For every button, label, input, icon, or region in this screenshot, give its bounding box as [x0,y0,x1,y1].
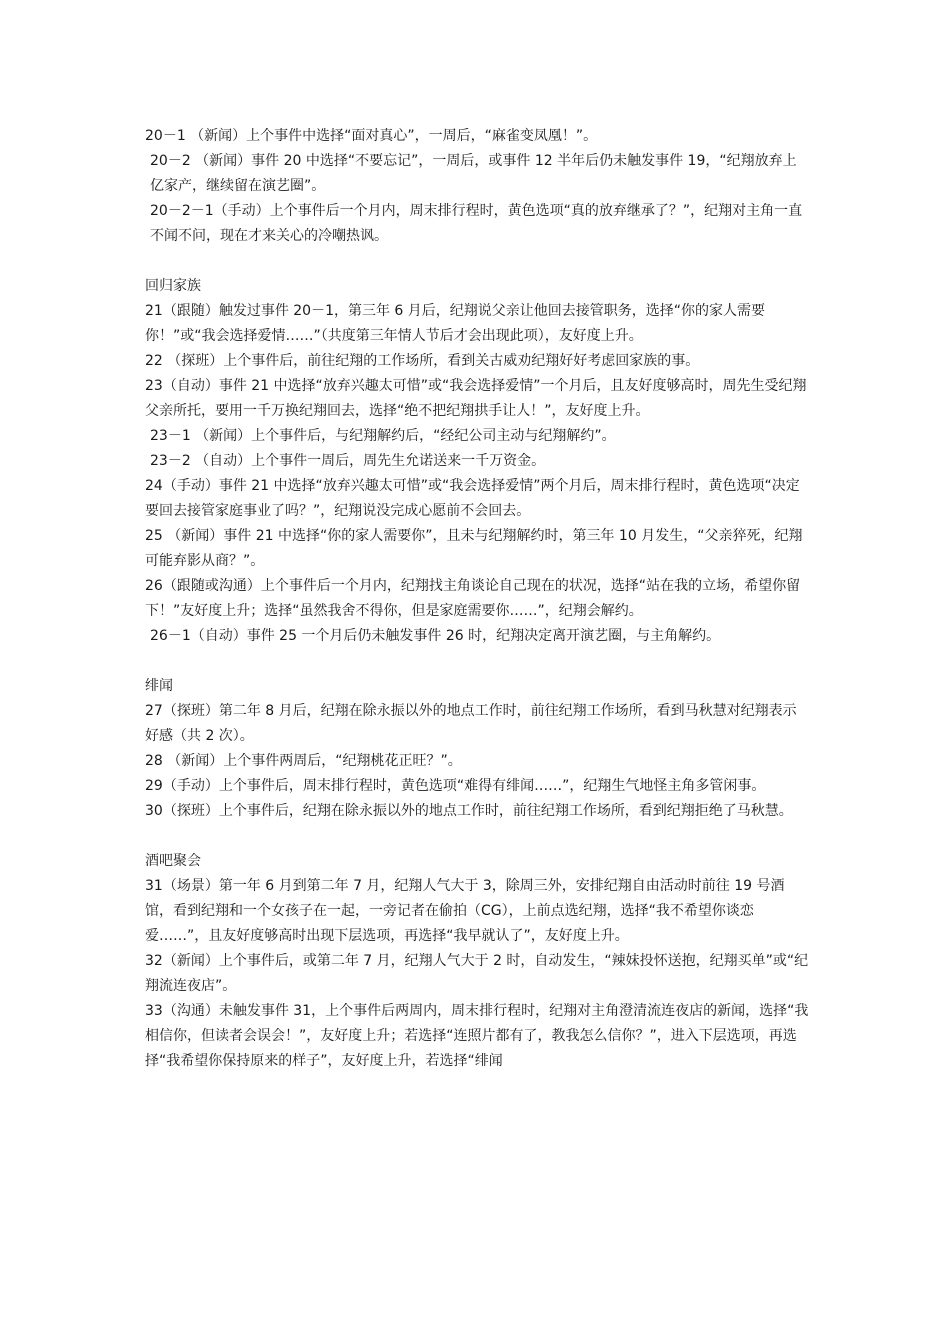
paragraph-24: 24（手动）事件 21 中选择“放弃兴趣太可惜”或“我会选择爱情”两个月后，周末排行程时，黄色选项“决定要回去接管家庭事业了吗？”，纪翔说没完成心愿前不会回去。 [145,478,800,519]
paragraph-27: 27（探班）第二年 8 月后，纪翔在除永振以外的地点工作时，前往纪翔工作场所，看到马秋慧对纪翔表示好感（共 2 次）。 [145,703,797,744]
blank-line [145,649,810,674]
section-return-family [145,274,810,649]
paragraph-20-1: 20－1 （新闻）上个事件中选择“面对真心”，一周后，“麻雀变凤凰！”。 [145,128,598,144]
section-title-return-family: 回归家族 [145,278,201,294]
paragraph-33: 33（沟通）未触发事件 31，上个事件后两周内，周末排行程时，纪翔对主角澄清流连夜店的新闻，选择“我相信你，但读者会误会！”，友好度上升；若选择“连照片都有了，教我怎么信你？”，进入下层选项，再选择“我希望你保持原来的样子”，友好度上升，若选择“绯闻 [145,1003,809,1069]
paragraph-20-2: 20－2 （新闻）事件 20 中选择“不要忘记”，一周后，或事件 12 半年后仍未触发事件 19，“纪翔放弃上亿家产，继续留在演艺圈”。 [150,153,797,194]
section-bar-party [145,849,810,1074]
block-20 [145,124,810,249]
paragraph-21: 21（跟随）触发过事件 20－1，第三年 6 月后，纪翔说父亲让他回去接管职务，选择“你的家人需要你！”或“我会选择爱情……”（共度第三年情人节后才会出现此项），友好度上升。 [145,303,766,344]
paragraph-23: 23（自动）事件 21 中选择“放弃兴趣太可惜”或“我会选择爱情”一个月后，且友好度够高时，周先生受纪翔父亲所托，要用一千万换纪翔回去，选择“绝不把纪翔拱手让人！”，友好度上升。 [145,378,807,419]
blank-line [145,249,810,274]
section-title-rumor: 绯闻 [145,678,173,694]
paragraph-23-1: 23－1 （新闻）上个事件后，与纪翔解约后，“经纪公司主动与纪翔解约”。 [150,428,616,444]
section-title-bar-party: 酒吧聚会 [145,853,201,869]
paragraph-26-1: 26－1（自动）事件 25 一个月后仍未触发事件 26 时，纪翔决定离开演艺圈，与主角解约。 [150,628,721,644]
paragraph-26: 26（跟随或沟通）上个事件后一个月内，纪翔找主角谈论自己现在的状况，选择“站在我的立场，希望你留下！”友好度上升；选择“虽然我舍不得你，但是家庭需要你……”，纪翔会解约。 [145,578,801,619]
document-page [145,124,810,1074]
blank-line [145,824,810,849]
paragraph-22: 22 （探班）上个事件后，前往纪翔的工作场所，看到关古威劝纪翔好好考虑回家族的事。 [145,353,700,369]
paragraph-31: 31（场景）第一年 6 月到第二年 7 月，纪翔人气大于 3，除周三外，安排纪翔自由活动时前往 19 号酒馆，看到纪翔和一个女孩子在一起，一旁记者在偷拍（CG），上前点选纪翔，选择“我不希望你谈恋爱……”，且友好度够高时出现下层选项，再选择“我早就认了”，友好度上升。 [145,878,785,944]
paragraph-29: 29（手动）上个事件后，周末排行程时，黄色选项“难得有绯闻……”，纪翔生气地怪主角多管闲事。 [145,778,766,794]
paragraph-25: 25 （新闻）事件 21 中选择“你的家人需要你”，且未与纪翔解约时，第三年 10 月发生，“父亲猝死，纪翔可能弃影从商？”。 [145,528,803,569]
paragraph-28: 28 （新闻）上个事件两周后，“纪翔桃花正旺？”。 [145,753,462,769]
paragraph-32: 32（新闻）上个事件后，或第二年 7 月，纪翔人气大于 2 时，自动发生，“辣妹投怀送抱，纪翔买单”或“纪翔流连夜店”。 [145,953,809,994]
paragraph-23-2: 23－2 （自动）上个事件一周后，周先生允诺送来一千万资金。 [150,453,546,469]
section-rumor [145,674,810,824]
paragraph-20-2-1: 20－2－1（手动）上个事件后一个月内，周末排行程时，黄色选项“真的放弃继承了？”，纪翔对主角一直不闻不问，现在才来关心的冷嘲热讽。 [150,203,803,244]
paragraph-30: 30（探班）上个事件后，纪翔在除永振以外的地点工作时，前往纪翔工作场所，看到纪翔拒绝了马秋慧。 [145,803,793,819]
